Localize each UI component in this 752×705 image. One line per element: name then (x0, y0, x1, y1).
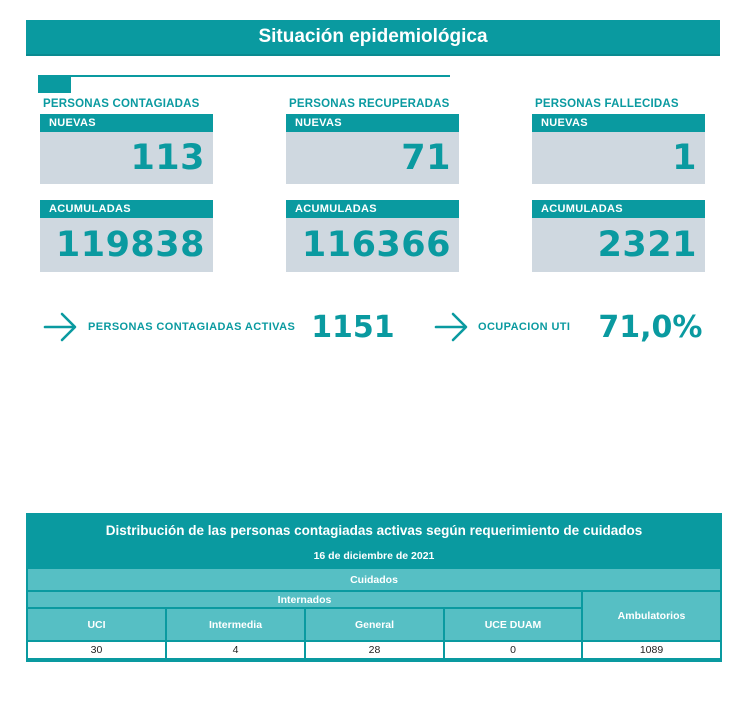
decorative-divider (71, 75, 450, 77)
card-fallecidas-acumuladas (532, 200, 705, 272)
arrow-right-icon (42, 309, 78, 345)
card-label: NUEVAS (40, 114, 213, 132)
card-value: 116366 (286, 218, 459, 272)
card-contagiadas-acumuladas (40, 200, 213, 272)
card-contagiadas-nuevas (40, 114, 213, 184)
table-header-col: General (306, 609, 443, 640)
card-recuperadas-nuevas (286, 114, 459, 184)
table-header-cuidados: Cuidados (28, 569, 720, 590)
stat-active-value: 1151 (311, 309, 395, 345)
page-title-banner (26, 20, 720, 56)
table-header-col: UCE DUAM (445, 609, 581, 640)
stat-uti-value: 71,0% (598, 309, 703, 345)
card-value: 2321 (532, 218, 705, 272)
arrow-right-icon (433, 309, 469, 345)
card-label: NUEVAS (286, 114, 459, 132)
table-cell: 0 (445, 642, 581, 658)
stat-uti-label: OCUPACION UTI (478, 321, 571, 333)
card-value: 71 (286, 132, 459, 184)
card-label: ACUMULADAS (286, 200, 459, 218)
table-header-internados: Internados (28, 592, 581, 607)
table-cell: 4 (167, 642, 304, 658)
page-title: Situación epidemiológica (258, 26, 488, 47)
stat-active-label: PERSONAS CONTAGIADAS ACTIVAS (88, 321, 296, 333)
group-title-recuperadas: PERSONAS RECUPERADAS (289, 98, 450, 110)
card-label: ACUMULADAS (40, 200, 213, 218)
table-cell: 1089 (583, 642, 720, 658)
table-header-col: Intermedia (167, 609, 304, 640)
table-date: 16 de diciembre de 2021 (313, 550, 435, 562)
table-cell: 28 (306, 642, 443, 658)
stat-active (42, 305, 402, 349)
stat-uti (433, 305, 723, 349)
card-fallecidas-nuevas (532, 114, 705, 184)
decorative-tab (38, 75, 71, 93)
table-cell: 30 (28, 642, 165, 658)
table-title: Distribución de las personas contagiadas activas según requerimiento de cuidados (105, 522, 643, 538)
table-header-col: Ambulatorios (583, 592, 720, 640)
care-distribution-table (26, 513, 722, 662)
table-header-col: UCI (28, 609, 165, 640)
card-label: NUEVAS (532, 114, 705, 132)
card-value: 119838 (40, 218, 213, 272)
card-recuperadas-acumuladas (286, 200, 459, 272)
group-title-contagiadas: PERSONAS CONTAGIADAS (43, 98, 200, 110)
group-title-fallecidas: PERSONAS FALLECIDAS (535, 98, 679, 110)
card-value: 1 (532, 132, 705, 184)
card-value: 113 (40, 132, 213, 184)
card-label: ACUMULADAS (532, 200, 705, 218)
